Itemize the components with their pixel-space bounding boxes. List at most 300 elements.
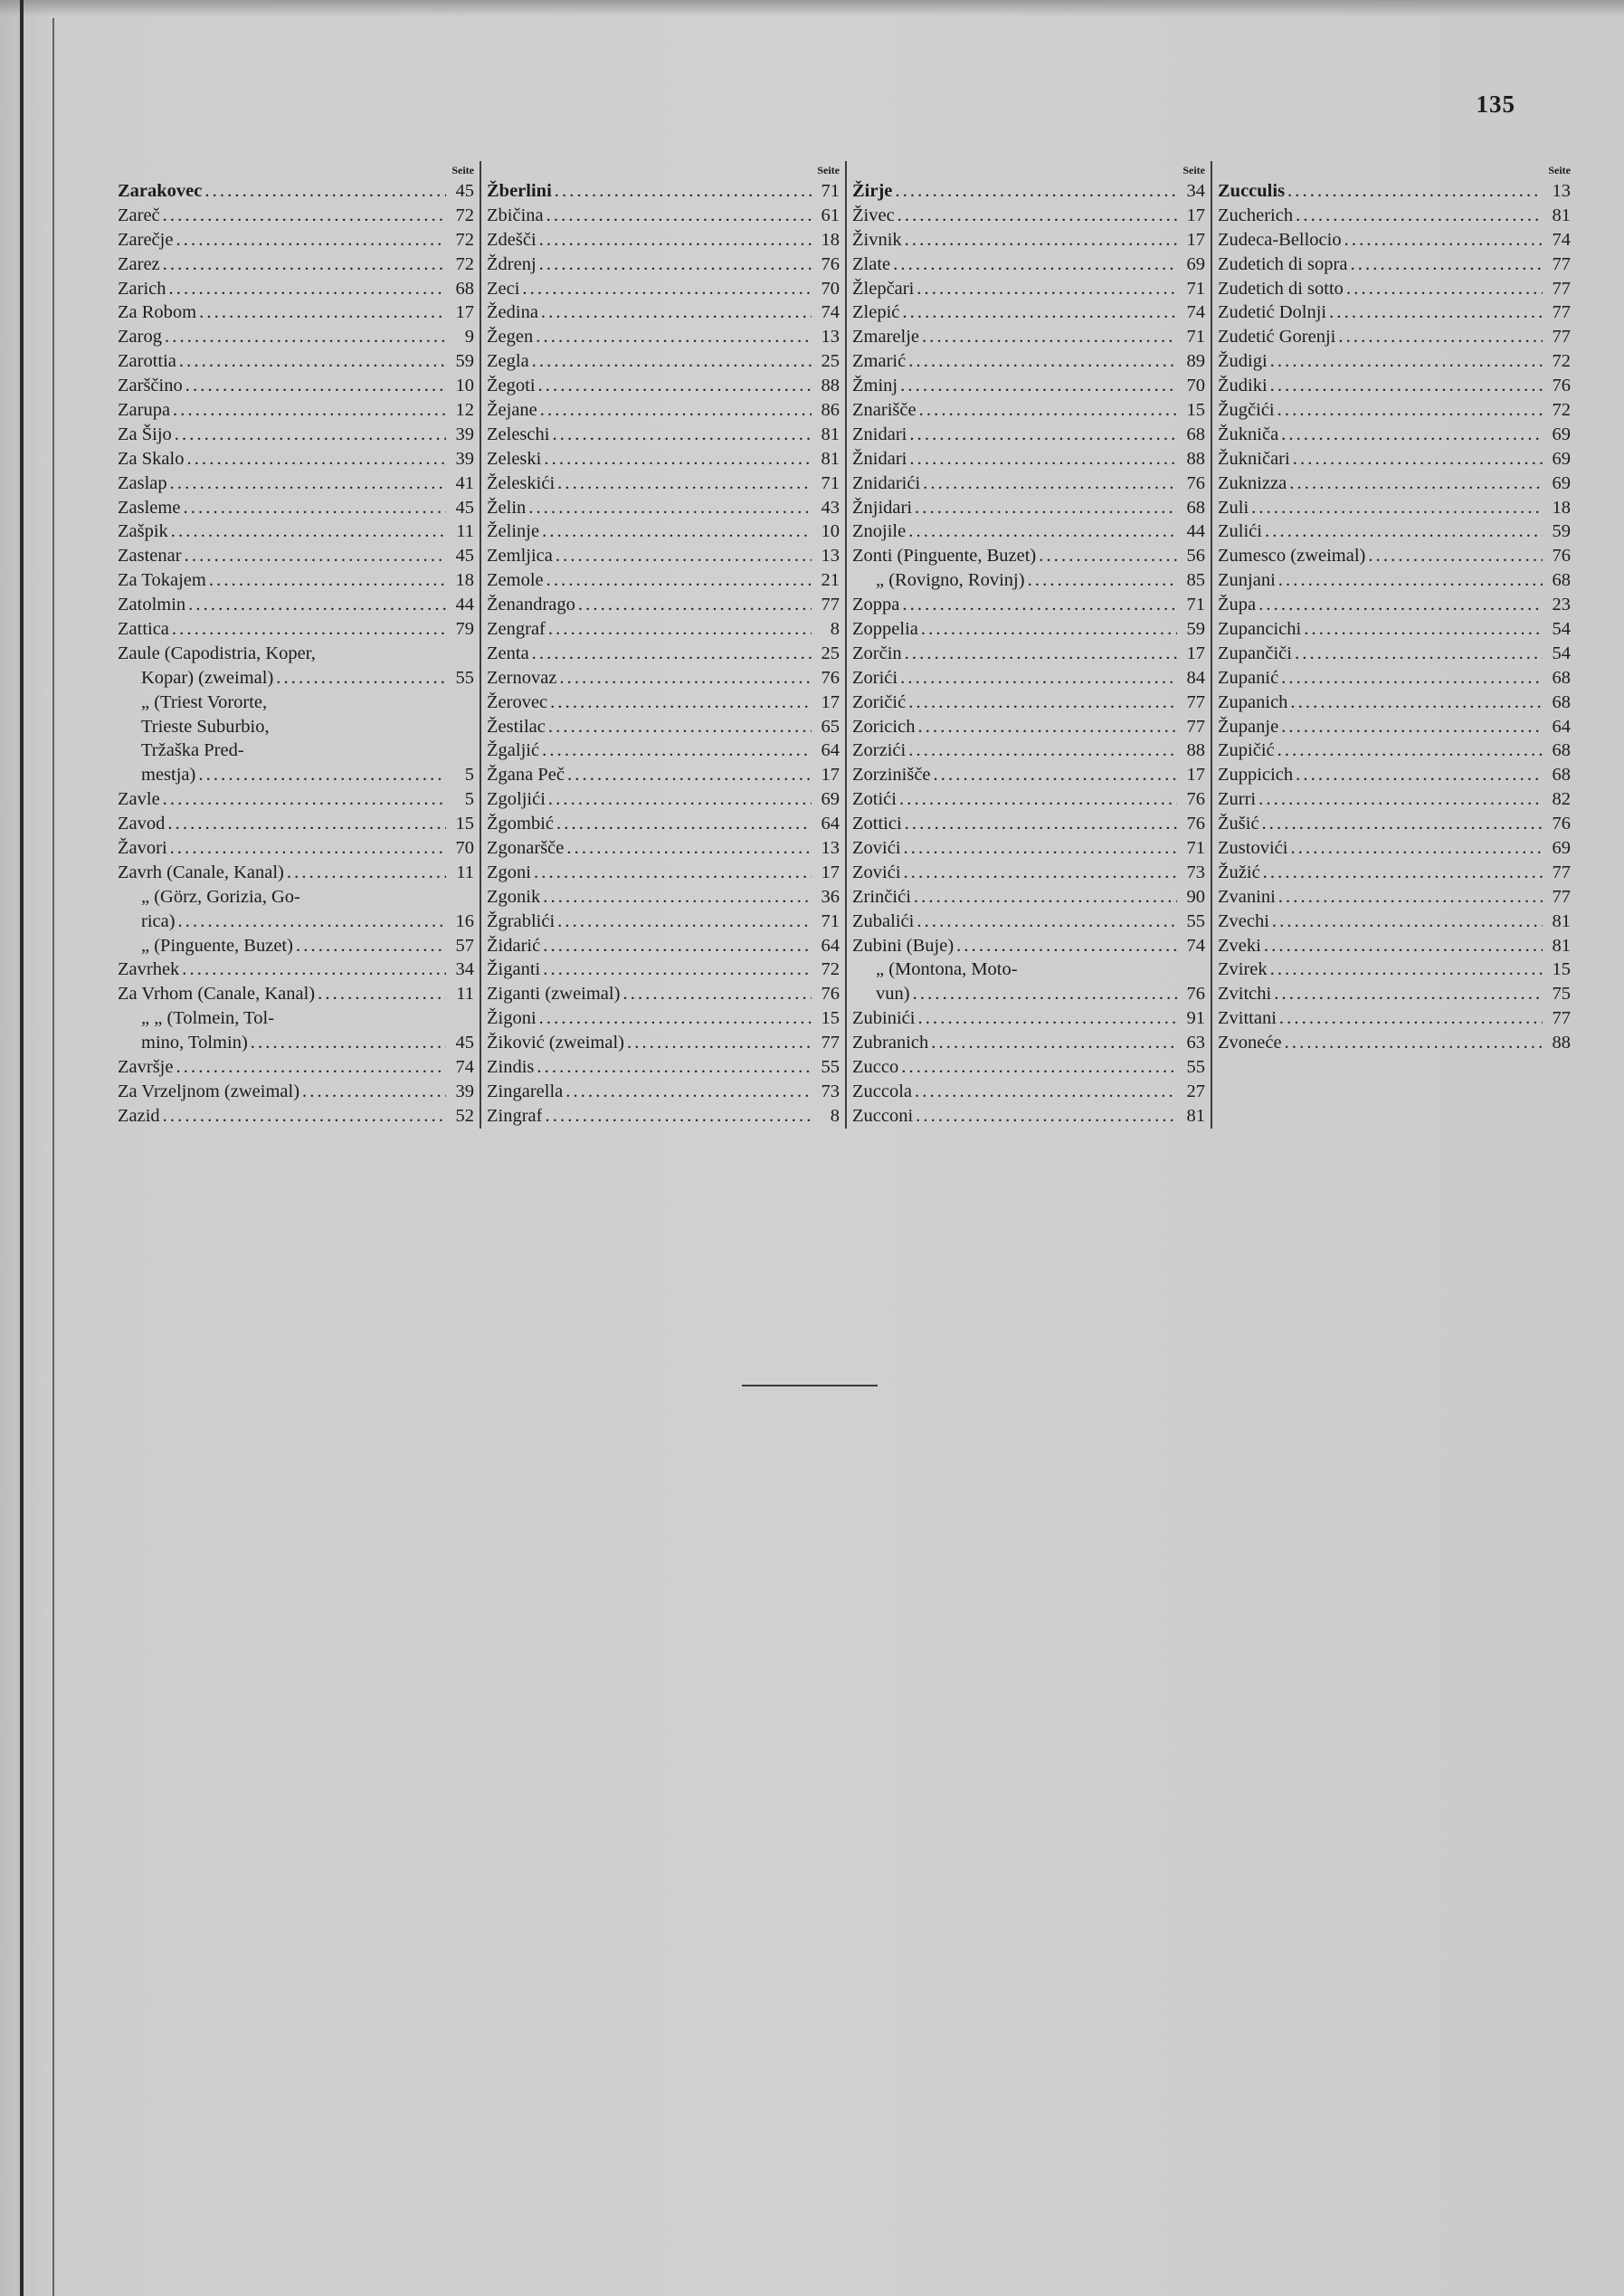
entry-page: 91 — [1186, 1008, 1205, 1029]
leader-dots — [916, 1104, 1177, 1129]
entry-page: 43 — [821, 497, 840, 518]
index-entry — [118, 423, 476, 447]
entry-name: Zuppicich — [1218, 765, 1294, 786]
leader-dots — [917, 1006, 1177, 1031]
leader-dots — [908, 738, 1177, 763]
entry-name: Zemole — [487, 570, 544, 591]
entry-page: 68 — [455, 278, 474, 299]
entry-page: 79 — [455, 619, 474, 640]
entry-page: 59 — [1552, 521, 1571, 542]
leader-dots — [909, 447, 1177, 472]
entry-page: 77 — [1552, 253, 1571, 274]
index-entry — [487, 1055, 841, 1080]
entry-page: 72 — [455, 253, 474, 274]
leader-dots — [556, 812, 812, 836]
entry-page: 85 — [1186, 570, 1205, 591]
entry-name: Zazid — [118, 1105, 160, 1126]
index-entry — [118, 1031, 476, 1055]
entry-page: 18 — [1552, 497, 1571, 518]
entry-list — [852, 179, 1207, 1129]
entry-page: 17 — [1186, 205, 1205, 225]
entry-page: 45 — [455, 180, 474, 201]
leader-dots — [908, 519, 1177, 544]
entry-page: 68 — [1552, 667, 1571, 688]
entry-page: 71 — [1186, 595, 1205, 615]
leader-dots — [204, 179, 446, 204]
leader-dots — [1274, 982, 1543, 1006]
entry-name: Zucconi — [852, 1105, 914, 1126]
leader-dots — [544, 447, 812, 472]
entry-name: Zmarelje — [852, 327, 919, 348]
entry-page: 17 — [1186, 643, 1205, 663]
entry-page: 45 — [455, 1033, 474, 1053]
entry-page: 76 — [1186, 789, 1205, 810]
index-entry — [118, 374, 476, 398]
entry-name: Zegla — [487, 351, 529, 372]
leader-dots — [904, 861, 1177, 885]
leader-dots — [899, 787, 1177, 812]
entry-name: Za Vrhom (Canale, Kanal) — [118, 984, 316, 1005]
entry-page: 81 — [1186, 1105, 1205, 1126]
leader-dots — [1304, 617, 1543, 642]
entry-name: Žnidari — [852, 448, 907, 469]
leader-dots — [1368, 544, 1543, 568]
entry-page: 71 — [1186, 327, 1205, 348]
entry-page: 77 — [1552, 886, 1571, 907]
entry-page: 12 — [455, 400, 474, 420]
leader-dots — [567, 763, 812, 787]
entry-page: 68 — [1552, 740, 1571, 761]
leader-dots — [540, 398, 812, 423]
entry-name: Zucculis — [1218, 180, 1286, 201]
entry-name: Zudetich di sopra — [1218, 253, 1348, 274]
index-entry — [852, 1080, 1207, 1104]
entry-page: 39 — [455, 424, 474, 444]
leader-dots — [169, 277, 447, 301]
index-entry — [118, 544, 476, 568]
top-shadow — [0, 0, 1624, 16]
leader-dots — [1270, 374, 1543, 398]
entry-name: Žejane — [487, 400, 537, 420]
index-entry — [118, 787, 476, 812]
index-entry — [852, 349, 1207, 374]
leader-dots — [548, 787, 812, 812]
entry-page: 76 — [821, 984, 840, 1005]
entry-page: 69 — [1186, 253, 1205, 274]
leader-dots — [1296, 763, 1543, 787]
entry-page: 82 — [1552, 789, 1571, 810]
entry-page: 88 — [1186, 740, 1205, 761]
entry-page: 71 — [821, 180, 840, 201]
index-entry — [1218, 374, 1572, 398]
index-entry — [487, 787, 841, 812]
entry-name: Kopar) (zweimal) — [141, 667, 274, 688]
entry-name: Zavrh (Canale, Kanal) — [118, 862, 284, 882]
index-entry — [1218, 447, 1572, 472]
entry-page: 70 — [821, 278, 840, 299]
leader-dots — [900, 666, 1177, 691]
entry-name: „ (Pinguente, Buzet) — [141, 935, 293, 956]
entry-page: 76 — [1552, 546, 1571, 567]
index-entry — [852, 204, 1207, 228]
entry-name: Zumesco (zweimal) — [1218, 546, 1366, 567]
leader-dots — [1277, 738, 1543, 763]
entry-page: 27 — [1186, 1081, 1205, 1101]
leader-dots — [922, 325, 1177, 349]
leader-dots — [163, 787, 446, 812]
index-entry — [487, 325, 841, 349]
index-entry — [852, 1055, 1207, 1080]
entry-name: Zubinići — [852, 1008, 916, 1029]
index-entry — [852, 496, 1207, 520]
entry-name: Zuccola — [852, 1081, 913, 1101]
index-entry — [1218, 228, 1572, 252]
entry-page: 71 — [1186, 278, 1205, 299]
entry-page: 39 — [455, 448, 474, 469]
entry-page: 15 — [821, 1008, 840, 1029]
entry-name: Živnik — [852, 229, 902, 250]
entry-page: 64 — [1552, 716, 1571, 737]
entry-page: 34 — [455, 959, 474, 980]
entry-name: Zengraf — [487, 619, 546, 640]
leader-dots — [539, 252, 812, 277]
entry-page: 39 — [455, 1081, 474, 1101]
leader-dots — [1290, 691, 1543, 715]
leader-dots — [528, 496, 812, 520]
entry-name: Žberlini — [487, 180, 552, 201]
entry-page: 77 — [1186, 691, 1205, 712]
leader-dots — [921, 617, 1177, 642]
index-entry — [1218, 910, 1572, 934]
index-entry — [487, 666, 841, 691]
entry-name: „ „ (Tolmein, Tol- — [141, 1008, 275, 1029]
entry-name: Žukničari — [1218, 448, 1290, 469]
leader-dots — [559, 666, 812, 691]
entry-list — [487, 179, 841, 1129]
leader-dots — [548, 617, 812, 642]
index-entry — [1218, 204, 1572, 228]
index-entry — [1218, 1031, 1572, 1055]
index-entry — [1218, 958, 1572, 983]
leader-dots — [1265, 519, 1543, 544]
leader-dots — [622, 982, 812, 1006]
entry-page: 68 — [1186, 424, 1205, 444]
index-entry — [852, 398, 1207, 423]
index-entry — [1218, 252, 1572, 277]
entry-name: Zucco — [852, 1057, 899, 1078]
entry-page: 13 — [821, 327, 840, 348]
entry-name: Znidari — [852, 424, 907, 444]
leader-dots — [897, 204, 1177, 228]
entry-name: Zoppelia — [852, 619, 918, 640]
leader-dots — [182, 958, 446, 983]
entry-page: 10 — [455, 376, 474, 396]
entry-page: 76 — [821, 667, 840, 688]
column-header: Seite — [1182, 164, 1205, 176]
entry-page: 55 — [821, 1057, 840, 1078]
entry-name: Zlate — [852, 253, 891, 274]
entry-page: 76 — [1552, 376, 1571, 396]
index-entry — [487, 1031, 841, 1055]
entry-name: Župa — [1218, 595, 1257, 615]
entry-name: Žgombić — [487, 814, 555, 834]
leader-dots — [1028, 568, 1177, 593]
entry-name: Žiganti — [487, 959, 541, 980]
entry-page: 88 — [1186, 448, 1205, 469]
entry-name: Zernovaz — [487, 667, 557, 688]
leader-dots — [165, 325, 446, 349]
leader-dots — [185, 544, 446, 568]
leader-dots — [170, 836, 446, 861]
entry-name: Zdešči — [487, 229, 537, 250]
leader-dots — [1338, 325, 1543, 349]
leader-dots — [1350, 252, 1543, 277]
entry-name: Zarog — [118, 327, 162, 348]
entry-name: Žužić — [1218, 862, 1260, 882]
entry-page: 11 — [456, 984, 474, 1005]
entry-name: Zuli — [1218, 497, 1249, 518]
index-entry — [852, 544, 1207, 568]
index-entry — [852, 982, 1207, 1006]
entry-name: Županje — [1218, 716, 1279, 737]
index-entry — [487, 885, 841, 910]
entry-page: 18 — [455, 570, 474, 591]
index-entry — [118, 934, 476, 958]
index-entry — [487, 763, 841, 787]
entry-name: Zucherich — [1218, 205, 1294, 225]
leader-dots — [1329, 300, 1543, 325]
index-entry — [118, 1055, 476, 1080]
index-entry — [118, 179, 476, 204]
index-entry — [118, 1080, 476, 1104]
entry-name: Žukniča — [1218, 424, 1279, 444]
entry-name: Žerovec — [487, 691, 548, 712]
index-entry — [487, 300, 841, 325]
leader-dots — [167, 812, 446, 836]
entry-page: 21 — [821, 570, 840, 591]
leader-dots — [1251, 496, 1543, 520]
leader-dots — [1263, 861, 1543, 885]
leader-dots — [209, 568, 446, 593]
entry-page: 13 — [821, 546, 840, 567]
index-entry — [852, 910, 1207, 934]
leader-dots — [532, 642, 812, 666]
entry-name: Žgrablići — [487, 910, 556, 931]
index-entry — [1218, 277, 1572, 301]
index-entry — [852, 179, 1207, 204]
leader-dots — [931, 1031, 1177, 1055]
entry-page: 55 — [455, 667, 474, 688]
entry-name: Znojile — [852, 521, 907, 542]
entry-name: Zbičina — [487, 205, 544, 225]
leader-dots — [913, 982, 1177, 1006]
leader-dots — [1258, 787, 1543, 812]
entry-page: 59 — [455, 351, 474, 372]
entry-name: Zvoneće — [1218, 1033, 1282, 1053]
index-entry — [852, 617, 1207, 642]
entry-name: Zastenar — [118, 546, 182, 567]
index-entry — [487, 1080, 841, 1104]
leader-dots — [536, 325, 812, 349]
entry-name: Zvanini — [1218, 886, 1276, 907]
entry-name: Zindis — [487, 1057, 535, 1078]
leader-dots — [1344, 228, 1543, 252]
entry-name: Zgoljići — [487, 789, 546, 810]
leader-dots — [905, 642, 1177, 666]
entry-name: Zingarella — [487, 1081, 564, 1101]
entry-name: Zemljica — [487, 546, 553, 567]
index-entry — [1218, 982, 1572, 1006]
index-entry — [852, 738, 1207, 763]
leader-dots — [1264, 934, 1543, 958]
index-entry — [852, 691, 1207, 715]
entry-page: 41 — [455, 472, 474, 493]
index-entry — [852, 374, 1207, 398]
index-entry — [1218, 325, 1572, 349]
entry-page: 72 — [821, 959, 840, 980]
leader-dots — [1295, 642, 1543, 666]
leader-dots — [916, 277, 1177, 301]
index-entry — [852, 958, 1207, 983]
leader-dots — [934, 763, 1177, 787]
leader-dots — [1287, 179, 1543, 204]
entry-name: Zudetich di sotto — [1218, 278, 1344, 299]
index-entry — [852, 812, 1207, 836]
leader-dots — [902, 593, 1177, 617]
entry-name: Zarez — [118, 253, 160, 274]
index-entry — [1218, 496, 1572, 520]
entry-name: Za Vrzeljnom (zweimal) — [118, 1081, 300, 1101]
index-entry — [487, 179, 841, 204]
entry-name: mino, Tolmin) — [141, 1033, 248, 1053]
entry-name: Žudiki — [1218, 376, 1268, 396]
entry-page: 36 — [821, 886, 840, 907]
entry-name: Zudetić Gorenji — [1218, 327, 1336, 348]
entry-name: Zarupa — [118, 400, 171, 420]
index-entry — [1218, 593, 1572, 617]
leader-dots — [532, 349, 812, 374]
entry-name: vun) — [876, 984, 910, 1005]
entry-page: 81 — [821, 424, 840, 444]
entry-page: 63 — [1186, 1033, 1205, 1053]
entry-page: 77 — [1552, 1008, 1571, 1029]
entry-name: mestja) — [141, 765, 196, 786]
leader-dots — [893, 252, 1177, 277]
entry-name: Zeleski — [487, 448, 542, 469]
leader-dots — [538, 374, 812, 398]
page-number: 135 — [1476, 91, 1515, 118]
leader-dots — [1279, 1006, 1543, 1031]
binding-edge — [20, 0, 24, 2296]
leader-dots — [172, 617, 446, 642]
index-entry — [487, 812, 841, 836]
index-column-4 — [1211, 161, 1576, 1129]
leader-dots — [1258, 593, 1543, 617]
entry-page: 76 — [1186, 472, 1205, 493]
index-entry — [852, 885, 1207, 910]
index-entry — [1218, 300, 1572, 325]
entry-name: Žudigi — [1218, 351, 1268, 372]
entry-name: Za Robom — [118, 302, 197, 323]
entry-page: 23 — [1552, 595, 1571, 615]
entry-name: „ (Rovigno, Rovinj) — [876, 570, 1025, 591]
index-entry — [1218, 934, 1572, 958]
entry-name: Zaule (Capodistria, Koper, — [118, 643, 316, 663]
entry-page: 73 — [821, 1081, 840, 1101]
entry-name: Zrinčići — [852, 886, 911, 907]
entry-page: 10 — [821, 521, 840, 542]
entry-name: Zingraf — [487, 1105, 543, 1126]
entry-name: Zmarić — [852, 351, 907, 372]
leader-dots — [176, 1055, 446, 1080]
leader-dots — [1346, 277, 1543, 301]
entry-page: 71 — [821, 910, 840, 931]
leader-dots — [627, 1031, 812, 1055]
entry-name: Zorići — [852, 667, 898, 688]
entry-name: Žiković (zweimal) — [487, 1033, 624, 1053]
leader-dots — [251, 1031, 446, 1055]
index-entry — [487, 836, 841, 861]
index-entry — [1218, 472, 1572, 496]
index-entry — [118, 958, 476, 983]
index-entry — [118, 228, 476, 252]
index-entry — [487, 715, 841, 739]
leader-dots — [902, 300, 1177, 325]
entry-name: Zubini (Buje) — [852, 935, 954, 956]
index-entry — [852, 1104, 1207, 1129]
column-header: Seite — [1548, 164, 1571, 176]
entry-page: 17 — [455, 302, 474, 323]
index-entry — [852, 300, 1207, 325]
leader-dots — [186, 447, 446, 472]
entry-name: Zareč — [118, 205, 160, 225]
leader-dots — [916, 910, 1177, 934]
index-entry — [487, 519, 841, 544]
entry-page: 77 — [1552, 278, 1571, 299]
index-entry — [852, 447, 1207, 472]
leader-dots — [543, 958, 812, 983]
entry-name: Ždrenj — [487, 253, 537, 274]
entry-page: 5 — [464, 765, 474, 786]
entry-page: 25 — [821, 643, 840, 663]
entry-name: Zuknizza — [1218, 472, 1287, 493]
entry-page: 77 — [1552, 302, 1571, 323]
entry-page: 54 — [1552, 643, 1571, 663]
leader-dots — [302, 1080, 446, 1104]
entry-name: Zupičić — [1218, 740, 1275, 761]
index-entry — [1218, 179, 1572, 204]
index-entry — [1218, 787, 1572, 812]
entry-name: Živec — [852, 205, 895, 225]
leader-dots — [163, 204, 446, 228]
index-column-2 — [480, 161, 845, 1129]
entry-page: 74 — [455, 1057, 474, 1078]
entry-page: 11 — [456, 521, 474, 542]
leader-dots — [287, 861, 446, 885]
index-entry — [118, 715, 476, 739]
leader-dots — [1289, 472, 1543, 496]
entry-name: Ziganti (zweimal) — [487, 984, 621, 1005]
index-entry — [487, 252, 841, 277]
entry-page: 81 — [1552, 205, 1571, 225]
index-entry — [118, 836, 476, 861]
entry-page: 44 — [1186, 521, 1205, 542]
index-entry — [852, 763, 1207, 787]
entry-name: rica) — [141, 910, 176, 931]
leader-dots — [539, 228, 812, 252]
index-entry — [852, 519, 1207, 544]
entry-page: 34 — [1186, 180, 1205, 201]
